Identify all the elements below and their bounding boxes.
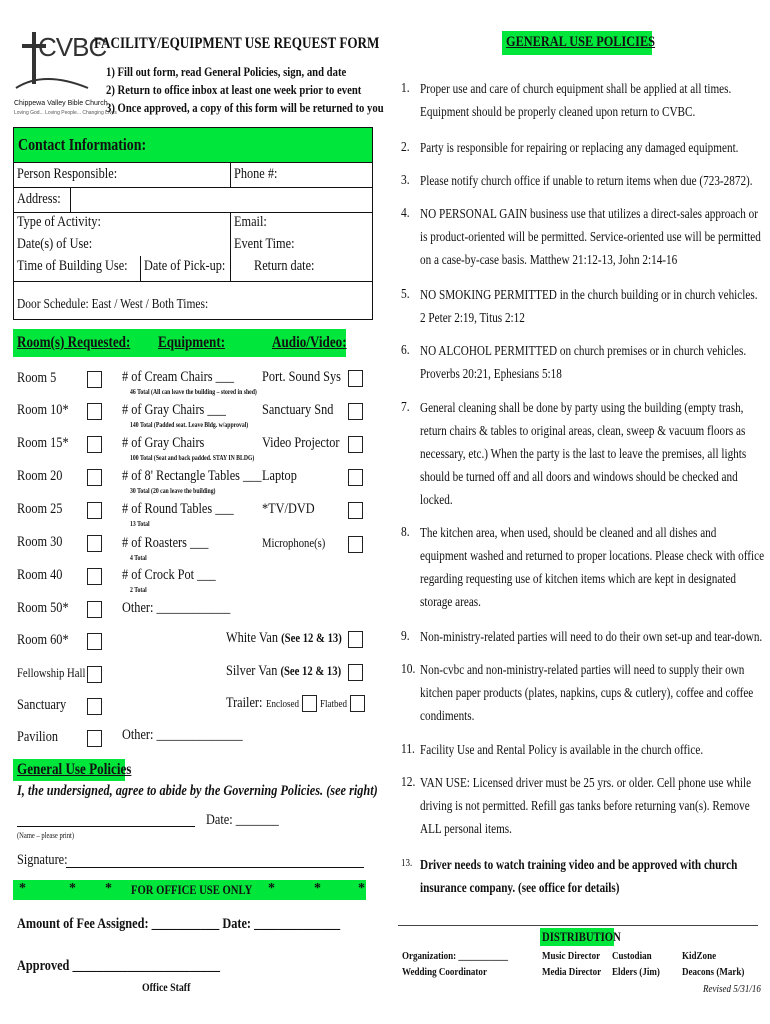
policy-number: 11. bbox=[401, 742, 415, 757]
policy-line: regarding requesting use of kitchen items which are kept in designated bbox=[420, 572, 736, 587]
room-checkbox[interactable] bbox=[87, 666, 102, 683]
flatbed-label: Flatbed bbox=[320, 698, 348, 710]
room-label: Room 10* bbox=[17, 402, 69, 418]
av-label: Port. Sound Sys bbox=[262, 369, 341, 385]
room-label: Room 50* bbox=[17, 600, 69, 616]
approved-line[interactable]: Approved ________________________ bbox=[17, 958, 221, 974]
av-option[interactable] bbox=[262, 435, 357, 452]
dist-media-director: Media Director bbox=[542, 966, 602, 978]
agreement-heading: General Use Policies bbox=[17, 761, 132, 778]
flatbed-checkbox[interactable] bbox=[350, 695, 365, 712]
instruction-step-1: 1) Fill out form, read General Policies, sign, and date bbox=[106, 64, 347, 79]
silver-van-option[interactable]: Silver Van (See 12 & 13) bbox=[226, 663, 342, 679]
room-option[interactable] bbox=[17, 729, 67, 746]
av-checkbox[interactable] bbox=[348, 536, 363, 553]
policy-line: should be turned off and all doors and windows should be checked and bbox=[420, 470, 738, 485]
dist-custodian: Custodian bbox=[612, 950, 652, 962]
equipment-label: # of Gray Chairs ___ bbox=[122, 402, 226, 418]
equipment-item[interactable] bbox=[122, 567, 236, 584]
room-option[interactable] bbox=[17, 600, 80, 617]
policy-number: 6. bbox=[401, 343, 410, 358]
room-checkbox[interactable] bbox=[87, 633, 102, 650]
policy-number: 8. bbox=[401, 525, 410, 540]
room-label: Room 15* bbox=[17, 435, 69, 451]
instruction-step-3: 3) Once approved, a copy of this form will be returned to you bbox=[106, 100, 384, 115]
policy-line: Proper use and care of church equipment shall be applied at all times. bbox=[420, 82, 732, 97]
policy-number: 1. bbox=[401, 81, 410, 96]
person-responsible-label: Person Responsible: bbox=[17, 166, 118, 182]
policy-line: kitchen paper products (plates, napkins, cups & cutlery), coffee and coffee bbox=[420, 686, 754, 701]
room-label: Pavilion bbox=[17, 729, 59, 745]
av-checkbox[interactable] bbox=[348, 370, 363, 387]
equipment-label: # of 8' Rectangle Tables ___ bbox=[122, 468, 262, 484]
fee-assigned[interactable]: Amount of Fee Assigned: ___________ Date: ______________ bbox=[17, 916, 341, 932]
signature-line[interactable] bbox=[66, 867, 364, 868]
av-option[interactable] bbox=[262, 369, 358, 386]
agreement-date[interactable]: Date: _______ bbox=[206, 812, 279, 828]
policy-line: Facility Use and Rental Policy is available in the church office. bbox=[420, 743, 704, 758]
policy-line: storage areas. bbox=[420, 595, 481, 610]
av-checkbox[interactable] bbox=[348, 469, 363, 486]
logo-text: CVBC bbox=[38, 32, 107, 62]
equipment-label: # of Cream Chairs ___ bbox=[122, 369, 235, 385]
other-equipment-2[interactable]: Other: ______________ bbox=[122, 727, 243, 743]
office-use-banner: * * * FOR OFFICE USE ONLY * * * bbox=[13, 880, 366, 900]
dist-music-director: Music Director bbox=[542, 950, 601, 962]
room-option[interactable] bbox=[17, 435, 80, 452]
room-checkbox[interactable] bbox=[87, 601, 102, 618]
white-van-option[interactable]: White Van (See 12 & 13) bbox=[226, 630, 342, 646]
policy-line: Proverbs 20:21, Ephesians 5:18 bbox=[420, 367, 562, 382]
equipment-label: Other: ____________ bbox=[122, 600, 231, 616]
dist-elders: Elders (Jim) bbox=[612, 966, 660, 978]
silver-van-checkbox[interactable] bbox=[348, 664, 363, 681]
policy-number: 13. bbox=[401, 857, 413, 869]
room-option[interactable] bbox=[17, 501, 72, 518]
policy-line: VAN USE: Licensed driver must be 25 yrs. or older. Cell phone use while bbox=[420, 776, 752, 791]
door-schedule-label: Door Schedule: East / West / Both Times: bbox=[17, 297, 209, 312]
policy-line: NO ALCOHOL PERMITTED on church premises or in church vehicles. bbox=[420, 344, 747, 359]
policy-line: is product-oriented will be permitted. Service-oriented use will be permitted bbox=[420, 230, 761, 245]
form-title: FACILITY/EQUIPMENT USE REQUEST FORM bbox=[94, 35, 380, 52]
policy-line: Party is responsible for repairing or replacing any damaged equipment. bbox=[420, 141, 739, 156]
equipment-note: 140 Total (Padded seat. Leave Bldg. w/approval) bbox=[130, 421, 249, 429]
av-option[interactable] bbox=[262, 402, 349, 419]
room-label: Room 60* bbox=[17, 632, 69, 648]
av-option[interactable] bbox=[262, 468, 305, 485]
room-label: Sanctuary bbox=[17, 697, 67, 713]
equipment-label: # of Round Tables ___ bbox=[122, 501, 234, 517]
equipment-item[interactable] bbox=[122, 535, 227, 552]
policy-line: return chairs & tables to original areas, clean, sweep & vacuum floors as bbox=[420, 424, 746, 439]
room-label: Room 30 bbox=[17, 534, 63, 550]
av-label: Laptop bbox=[262, 468, 297, 484]
cvbc-logo bbox=[14, 30, 117, 122]
equipment-note: 46 Total (All can leave the building – stored in shed) bbox=[130, 388, 257, 396]
room-option[interactable] bbox=[17, 402, 80, 419]
email-label: Email: bbox=[234, 214, 267, 230]
phone-label: Phone #: bbox=[234, 166, 278, 182]
building-time-label: Time of Building Use: bbox=[17, 258, 128, 274]
av-option[interactable] bbox=[262, 501, 326, 518]
policy-line: necessary, etc.) When the party is the last to leave the premises, all lights bbox=[420, 447, 747, 462]
room-checkbox[interactable] bbox=[87, 502, 102, 519]
policies-heading-bg bbox=[502, 31, 656, 55]
policy-number: 5. bbox=[401, 287, 410, 302]
dist-deacons: Deacons (Mark) bbox=[682, 966, 745, 978]
policy-line: ALL personal items. bbox=[420, 822, 512, 837]
office-use-label: FOR OFFICE USE ONLY bbox=[131, 882, 253, 897]
room-checkbox[interactable] bbox=[87, 568, 102, 585]
av-label: Video Projector bbox=[262, 435, 340, 451]
policies-heading: GENERAL USE POLICIES bbox=[506, 34, 656, 50]
signature-label: Signature: bbox=[17, 852, 68, 868]
equipment-item[interactable] bbox=[122, 402, 249, 419]
policy-line: Driver needs to watch training video and be approved with church bbox=[420, 858, 738, 873]
policy-number: 10. bbox=[401, 662, 416, 677]
equipment-note: 30 Total (20 can leave the building) bbox=[130, 487, 216, 495]
room-checkbox[interactable] bbox=[87, 469, 102, 486]
room-option[interactable] bbox=[17, 534, 72, 551]
policy-number: 2. bbox=[401, 140, 410, 155]
room-checkbox[interactable] bbox=[87, 535, 102, 552]
room-checkbox[interactable] bbox=[87, 403, 102, 420]
address-label: Address: bbox=[17, 191, 61, 207]
room-option[interactable] bbox=[17, 632, 80, 649]
av-option[interactable] bbox=[262, 535, 339, 551]
logo-tagline: Loving God... Loving People... Changing Lives bbox=[14, 110, 117, 116]
distribution-heading-bg bbox=[540, 928, 621, 946]
room-option[interactable] bbox=[17, 468, 72, 485]
policy-line: Non-ministry-related parties will need to do their own set-up and tear-down. bbox=[420, 630, 763, 645]
room-option[interactable] bbox=[17, 697, 77, 714]
agreement-heading-bg bbox=[13, 759, 132, 781]
policy-line: 2 Peter 2:19, Titus 2:12 bbox=[420, 311, 525, 326]
equipment-label: # of Crock Pot ___ bbox=[122, 567, 216, 583]
name-hint: (Name – please print) bbox=[17, 831, 75, 840]
room-option[interactable] bbox=[17, 370, 65, 387]
av-label: *TV/DVD bbox=[262, 501, 315, 517]
revised-date: Revised 5/31/16 bbox=[703, 983, 761, 995]
policy-number: 12. bbox=[401, 775, 416, 790]
distribution-heading: DISTRIBUTION bbox=[542, 929, 621, 944]
pickup-date-label: Date of Pick-up: bbox=[144, 258, 226, 274]
equipment-heading: Equipment: bbox=[158, 334, 226, 351]
dist-kidzone: KidZone bbox=[682, 950, 717, 962]
room-label: Room 5 bbox=[17, 370, 57, 386]
policy-line: Please notify church office if unable to return items when due (723-2872). bbox=[420, 174, 753, 189]
instruction-step-2: 2) Return to office inbox at least one week prior to event bbox=[106, 82, 362, 97]
policy-number: 4. bbox=[401, 206, 410, 221]
room-label: Room 20 bbox=[17, 468, 63, 484]
dist-organization: Organization: ___________ bbox=[402, 950, 508, 962]
room-checkbox[interactable] bbox=[87, 371, 102, 388]
av-checkbox[interactable] bbox=[348, 436, 363, 453]
room-checkbox[interactable] bbox=[87, 436, 102, 453]
enclosed-label: Enclosed bbox=[266, 698, 300, 710]
activity-type-label: Type of Activity: bbox=[17, 214, 101, 230]
policy-line: Equipment should be properly cleaned upon return to CVBC. bbox=[420, 105, 696, 120]
logo-subtitle: Chippewa Valley Bible Church bbox=[14, 100, 108, 107]
equipment-item[interactable] bbox=[122, 369, 259, 386]
policy-number: 7. bbox=[401, 400, 410, 415]
room-checkbox[interactable] bbox=[87, 698, 102, 715]
equipment-note: 2 Total bbox=[130, 586, 147, 594]
return-date-label: Return date: bbox=[254, 258, 315, 274]
equipment-label: # of Roasters ___ bbox=[122, 535, 209, 551]
equipment-item[interactable] bbox=[122, 600, 254, 617]
white-van-checkbox[interactable] bbox=[348, 631, 363, 648]
rooms-heading: Room(s) Requested: bbox=[17, 334, 131, 351]
policy-line: NO SMOKING PERMITTED in the church building or in church vehicles. bbox=[420, 288, 758, 303]
event-time-label: Event Time: bbox=[234, 236, 295, 252]
policy-line: insurance company. (see office for details) bbox=[420, 881, 620, 896]
policy-line: equipment washed and returned to proper locations. Please check with office bbox=[420, 549, 765, 564]
equipment-note: 100 Total (Seat and back padded. STAY IN BLDG) bbox=[130, 454, 255, 462]
contact-section bbox=[13, 127, 373, 320]
office-staff-label: Office Staff bbox=[142, 980, 191, 994]
av-heading: Audio/Video: bbox=[272, 334, 347, 351]
requests-header bbox=[13, 329, 346, 357]
policy-number: 3. bbox=[401, 173, 410, 188]
equipment-item[interactable] bbox=[122, 501, 258, 518]
policy-number: 9. bbox=[401, 629, 410, 644]
name-line[interactable] bbox=[17, 826, 195, 827]
av-label: Sanctuary Snd bbox=[262, 402, 334, 418]
contact-heading: Contact Information: bbox=[14, 128, 372, 162]
trailer-option: Trailer: bbox=[226, 695, 263, 711]
policy-line: NO PERSONAL GAIN business use that utilizes a direct-sales approach or bbox=[420, 207, 759, 222]
policy-line: Non-cvbc and non-ministry-related parties will need to supply their own bbox=[420, 663, 745, 678]
distribution-box bbox=[398, 925, 758, 980]
av-checkbox[interactable] bbox=[348, 403, 363, 420]
dist-wedding-coordinator: Wedding Coordinator bbox=[402, 966, 487, 978]
av-checkbox[interactable] bbox=[348, 502, 363, 519]
policy-line: locked. bbox=[420, 493, 453, 508]
room-option[interactable] bbox=[17, 567, 72, 584]
room-checkbox[interactable] bbox=[87, 730, 102, 747]
room-label: Room 40 bbox=[17, 567, 63, 583]
room-label: Room 25 bbox=[17, 501, 63, 517]
av-label: Microphone(s) bbox=[262, 535, 326, 550]
equipment-item[interactable] bbox=[122, 435, 222, 452]
equipment-note: 13 Total bbox=[130, 520, 150, 528]
room-label: Fellowship Hall bbox=[17, 665, 86, 680]
dates-of-use-label: Date(s) of Use: bbox=[17, 236, 93, 252]
policy-line: The kitchen area, when used, should be cleaned and all dishes and bbox=[420, 526, 717, 541]
enclosed-checkbox[interactable] bbox=[302, 695, 317, 712]
policy-line: on a case-by-case basis. Matthew 21:12-13, John 2:14-16 bbox=[420, 253, 678, 268]
policy-line: General cleaning shall be done by party using the building (empty trash, bbox=[420, 401, 744, 416]
equipment-note: 4 Total bbox=[130, 554, 147, 562]
policy-line: condiments. bbox=[420, 709, 475, 724]
equipment-label: # of Gray Chairs bbox=[122, 435, 205, 451]
agreement-statement: I, the undersigned, agree to abide by the Governing Policies. (see right) bbox=[17, 783, 378, 799]
policy-line: driving is not permitted. Refill gas tanks before returning van(s). Remove bbox=[420, 799, 750, 814]
